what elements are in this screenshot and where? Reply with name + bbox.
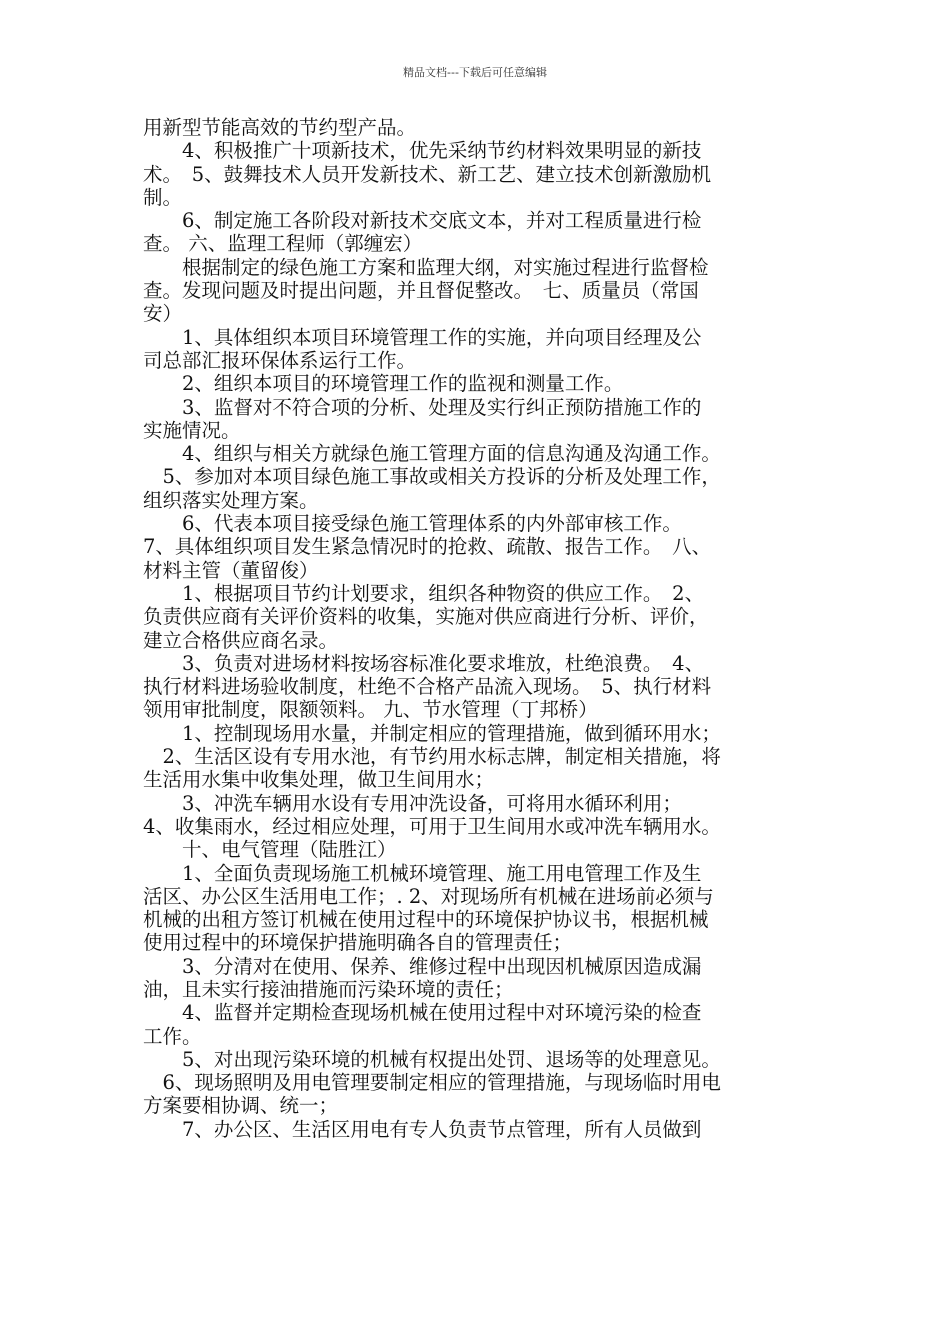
text-line: 根据制定的绿色施工方案和监理大纲，对实施过程进行监督检: [143, 255, 709, 279]
text-line: 油，且未实行接油措施而污染环境的责任；: [143, 977, 514, 1001]
text-line: 7、办公区、生活区用电有专人负责节点管理，所有人员做到: [143, 1117, 702, 1141]
text-line: 1、根据项目节约计划要求，组织各种物资的供应工作。 2、: [143, 581, 705, 605]
text-line: 2、组织本项目的环境管理工作的监视和测量工作。: [143, 372, 624, 396]
text-line: 建立合格供应商名录。: [143, 628, 339, 652]
text-line: 实施情况。: [143, 418, 241, 442]
text-line: 4、监督并定期检查现场机械在使用过程中对环境污染的检查: [143, 1001, 702, 1025]
text-line: 查。发现问题及时提出问题，并且督促整改。 七、质量员（常国: [143, 279, 699, 303]
text-line: 6、制定施工各阶段对新技术交底文本，并对工程质量进行检: [143, 209, 702, 233]
text-line: 制。: [143, 185, 183, 209]
text-line: 3、负责对进场材料按场容标准化要求堆放，杜绝浪费。 4、: [143, 651, 705, 675]
text-line: 工作。: [143, 1024, 202, 1048]
text-line: 7、具体组织项目发生紧急情况时的抢救、疏散、报告工作。 八、: [143, 535, 712, 559]
text-line: 使用过程中的环境保护措施明确各自的管理责任；: [143, 931, 573, 955]
text-line: 4、收集雨水，经过相应处理，可用于卫生间用水或冲洗车辆用水。: [143, 814, 721, 838]
text-line: 3、分清对在使用、保养、维修过程中出现因机械原因造成漏: [143, 954, 702, 978]
text-line: 1、控制现场用水量，并制定相应的管理措施，做到循环用水；: [143, 721, 721, 745]
text-line: 生活用水集中收集处理，做卫生间用水；: [143, 768, 495, 792]
text-line: 机械的出租方签订机械在使用过程中的环境保护协议书，根据机械: [143, 908, 709, 932]
text-line: 3、监督对不符合项的分析、处理及实行纠正预防措施工作的: [143, 395, 702, 419]
text-line: 1、具体组织本项目环境管理工作的实施，并向项目经理及公: [143, 325, 702, 349]
text-line: 5、对出现污染环境的机械有权提出处罚、退场等的处理意见。: [143, 1047, 721, 1071]
text-line: 查。 六、监理工程师（郭缠宏）: [143, 232, 423, 256]
text-line: 术。 5、鼓舞技术人员开发新技术、新工艺、建立技术创新激励机: [143, 162, 712, 186]
text-line: 组织落实处理方案。: [143, 488, 319, 512]
text-line: 2、生活区设有专用水池，有节约用水标志牌，制定相关措施，将: [143, 745, 721, 769]
document-body: [143, 116, 823, 1141]
text-line: 活区、办公区生活用电工作；. 2、对现场所有机械在进场前必须与: [143, 884, 714, 908]
text-line: 5、参加对本项目绿色施工事故或相关方投诉的分析及处理工作，: [143, 465, 721, 489]
text-line: 用新型节能高效的节约型产品。: [143, 116, 417, 139]
text-line: 负责供应商有关评价资料的收集，实施对供应商进行分析、评价，: [143, 605, 709, 629]
text-line: 执行材料进场验收制度，杜绝不合格产品流入现场。 5、执行材料: [143, 675, 712, 699]
text-line: 1、全面负责现场施工机械环境管理、施工用电管理工作及生: [143, 861, 702, 885]
page-header: 精品文档---下载后可任意编辑: [403, 66, 547, 79]
text-line: 司总部汇报环保体系运行工作。: [143, 348, 417, 372]
text-line: 4、组织与相关方就绿色施工管理方面的信息沟通及沟通工作。: [143, 442, 721, 466]
text-line: 材料主管（董留俊）: [143, 558, 319, 582]
text-line: 领用审批制度，限额领料。 九、节水管理（丁邦桥）: [143, 698, 598, 722]
text-line: 6、代表本项目接受绿色施工管理体系的内外部审核工作。: [143, 512, 682, 536]
text-line: 方案要相协调、统一；: [143, 1094, 339, 1118]
text-line: 3、冲洗车辆用水设有专用冲洗设备，可将用水循环利用；: [143, 791, 682, 815]
text-line: 6、现场照明及用电管理要制定相应的管理措施，与现场临时用电: [143, 1071, 721, 1095]
text-line: 安）: [143, 302, 183, 326]
text-line: 4、积极推广十项新技术，优先采纳节约材料效果明显的新技: [143, 139, 702, 163]
text-line: 十、电气管理（陆胜江）: [143, 838, 397, 862]
